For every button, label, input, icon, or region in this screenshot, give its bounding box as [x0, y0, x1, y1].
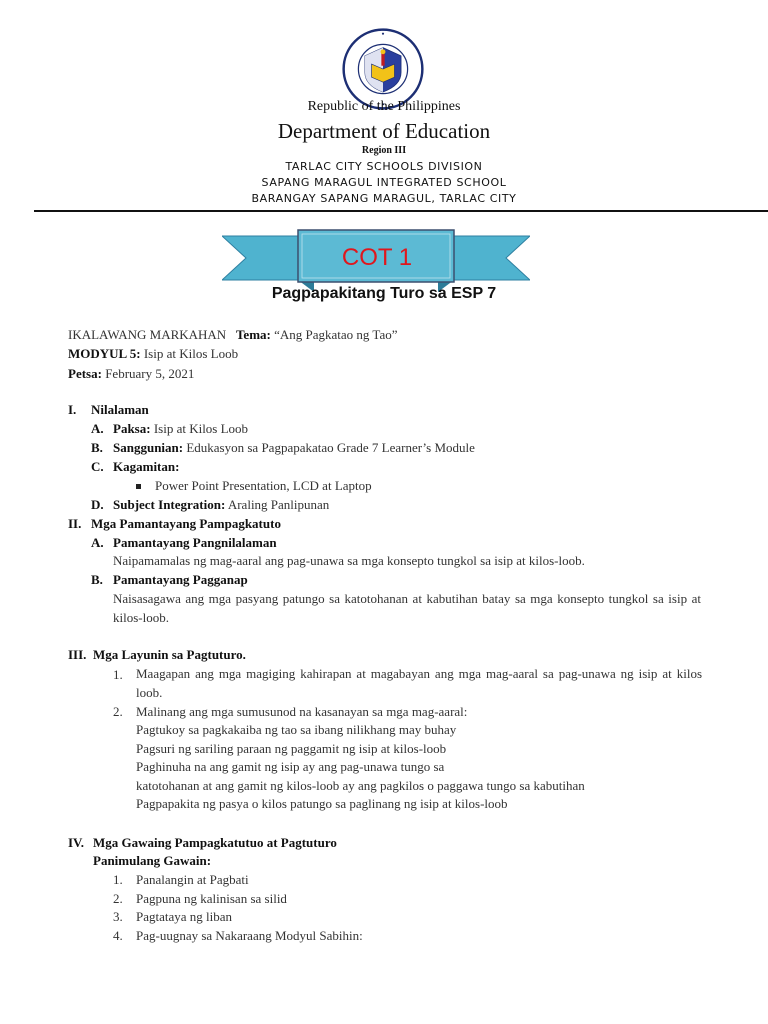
section-2-num: II.	[68, 516, 82, 531]
deped-seal-logo	[342, 28, 424, 110]
modyul-label: MODYUL 5:	[68, 346, 141, 361]
kagamitan-bullet-item	[136, 478, 372, 494]
item-d-letter: D.	[91, 497, 104, 512]
pangnilalaman-title: Pamantayang Pangnilalaman	[113, 535, 277, 550]
region-line: Region III	[361, 145, 407, 156]
pagganap-text: Naisasagawa ang mga pasyang patungo sa katotohanan at kabutihan batay sa mga konsepto tungkol sa isip at kilos-loob.	[113, 591, 701, 625]
header-divider	[34, 210, 768, 212]
gawain-text: Pag-uugnay sa Nakaraang Modyul Sabihin:	[136, 928, 363, 943]
petsa-line	[68, 366, 194, 382]
section-2-title: Mga Pamantayang Pampagkatuto	[91, 516, 281, 531]
cot-label: COT 1	[341, 244, 413, 271]
gawain-text: Pagpuna ng kalinisan sa silid	[136, 891, 287, 906]
address-line: BARANGAY SAPANG MARAGUL, TARLAC CITY	[251, 192, 517, 205]
sanggunian-value: Edukasyon sa Pagpapakatao Grade 7 Learner’s Module	[186, 440, 475, 455]
integration-label: Subject Integration:	[113, 497, 226, 512]
paksa-label: Paksa:	[113, 421, 151, 436]
kasanayan-4: katotohanan at ang gamit ng kilos-loob ay ang pagkilos o paggawa tungo sa kabutihan	[136, 778, 585, 793]
section-1-title: Nilalaman	[91, 402, 149, 417]
item-2a-letter: A.	[91, 535, 104, 550]
petsa-value: February 5, 2021	[105, 366, 195, 381]
integration-line	[113, 497, 329, 513]
bullet-square-icon	[136, 484, 141, 489]
panimula-subhead: Panimulang Gawain:	[93, 853, 212, 868]
quarter-label: IKALAWANG MARKAHAN	[68, 327, 227, 342]
kasanayan-1: Pagtukoy sa pagkakaiba ng tao sa ibang nilikhang may buhay	[136, 722, 457, 737]
section-3-num: III.	[68, 647, 87, 662]
department-title: Department of Education	[277, 119, 491, 143]
item-b-letter: B.	[91, 440, 103, 455]
paksa-line	[113, 421, 248, 437]
item-c-letter: C.	[91, 459, 104, 474]
section-1-num: I.	[68, 402, 77, 417]
item-2b-letter: B.	[91, 572, 103, 587]
gawain-num: 1.	[113, 872, 123, 887]
layunin-2-text: Malinang ang mga sumusunod na kasanayan sa mga mag-aaral:	[136, 704, 468, 719]
school-line: SAPANG MARAGUL INTEGRATED SCHOOL	[261, 176, 507, 189]
quarter-theme-line	[68, 327, 398, 343]
modyul-line	[68, 346, 238, 362]
gawain-text: Panalangin at Pagbati	[136, 872, 249, 887]
republic-line: Republic of the Philippines	[307, 99, 461, 114]
tema-label: Tema:	[235, 327, 271, 342]
gawain-num: 4.	[113, 928, 123, 943]
gawain-num: 2.	[113, 891, 123, 906]
layunin-2-num: 2.	[113, 704, 123, 719]
sanggunian-label: Sanggunian:	[113, 440, 184, 455]
kasanayan-5: Pagpapakita ng pasya o kilos patungo sa paglinang ng isip at kilos-loob	[136, 796, 508, 811]
division-line: TARLAC CITY SCHOOLS DIVISION	[285, 160, 483, 173]
kagamitan-label: Kagamitan:	[113, 459, 180, 474]
paksa-value: Isip at Kilos Loob	[153, 421, 249, 436]
item-a-letter: A.	[91, 421, 104, 436]
pangnilalaman-text: Naipamamalas ng mag-aaral ang pag-unawa sa mga konsepto tungkol sa isip at kilos-loob.	[113, 553, 585, 568]
tema-value: “Ang Pagkatao ng Tao”	[274, 327, 398, 342]
kagamitan-item-text: Power Point Presentation, LCD at Laptop	[155, 478, 372, 493]
petsa-label: Petsa:	[68, 366, 102, 381]
integration-value: Araling Panlipunan	[227, 497, 330, 512]
gawain-num: 3.	[113, 909, 123, 924]
section-4-num: IV.	[68, 835, 85, 850]
pagganap-title: Pamantayang Pagganap	[113, 572, 248, 587]
kasanayan-3: Paghinuha na ang gamit ng isip ay ang pag-unawa tungo sa	[136, 759, 445, 774]
gawain-text: Pagtataya ng liban	[136, 909, 233, 924]
section-4-title: Mga Gawaing Pampagkatutuo at Pagtuturo	[93, 835, 337, 850]
layunin-1-num: 1.	[113, 667, 123, 682]
lesson-subtitle: Pagpapakitang Turo sa ESP 7	[271, 285, 497, 302]
sanggunian-line	[113, 440, 475, 456]
layunin-1-text: Maagapan ang mga magiging kahirapan at magabayan ang mga mag-aaral sa pag-unawa ng isip at kilos loob.	[136, 666, 702, 700]
section-3-title: Mga Layunin sa Pagtuturo.	[93, 647, 246, 662]
modyul-value: Isip at Kilos Loob	[143, 346, 239, 361]
kasanayan-2: Pagsuri ng sariling paraan ng paggamit ng isip at kilos-loob	[136, 741, 447, 756]
